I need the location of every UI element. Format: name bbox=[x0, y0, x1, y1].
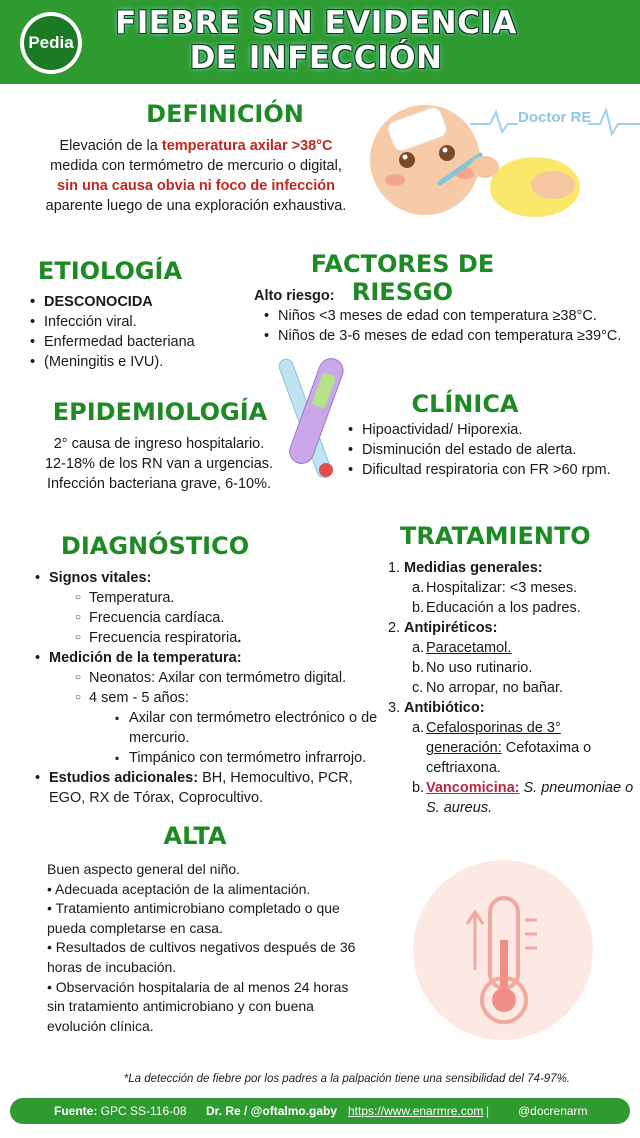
tratamiento-block: 1. Medidias generales: a. Hospitalizar: <3 meses. b. Educación a los padres. 2. Antipiréticos: a. Paracetamol. b. No uso rutinario. c. No arropar, no bañar. 3. Antibiótico: a. Cefalosporinas de 3° generación: Cefotaxima o ceftriaxona. b. Vancomicina: S. pneumoniae o S. aureus. bbox=[388, 560, 634, 816]
alta-text bbox=[47, 860, 365, 1036]
footer-handle: @docrenarm bbox=[518, 1104, 588, 1118]
diag-dot: . bbox=[237, 630, 242, 646]
footer-author: Dr. Re / @oftalmo.gaby bbox=[206, 1104, 338, 1118]
etiologia-item-cont: • (Meningitis e IVU). bbox=[30, 352, 250, 372]
feverish-baby-illustration bbox=[365, 105, 580, 220]
diag-estudios-label: Estudios adicionales: bbox=[49, 770, 199, 786]
etiologia-heading: ETIOLOGÍA bbox=[37, 257, 183, 285]
factores-block bbox=[254, 286, 640, 346]
trat-g3b-u: Vancomicina: bbox=[426, 780, 520, 796]
def-line3-highlight: sin una causa obvia ni foco de infección bbox=[57, 178, 335, 194]
trat-g3a-u: Cefalosporinas de 3° generación: bbox=[426, 720, 561, 756]
trat-g2b: No uso rutinario. bbox=[426, 660, 533, 676]
etiologia-item: • Infección viral. bbox=[30, 312, 250, 332]
diag-neonatos: ○ Neonatos: Axilar con termómetro digital. bbox=[75, 668, 380, 688]
trat-g2a: Paracetamol. bbox=[426, 640, 512, 656]
page-title: FIEBRE SIN EVIDENCIA DE INFECCIÓN bbox=[115, 5, 517, 76]
alta-line: • Tratamiento antimicrobiano completado o que pueda completarse en casa. bbox=[47, 900, 340, 936]
trat-g2c: No arropar, no bañar. bbox=[426, 680, 564, 696]
tratamiento-heading: TRATAMIENTO bbox=[400, 522, 591, 550]
diag-edad-item: ▪ Axilar con termómetro electrónico o de mercurio. bbox=[115, 708, 380, 748]
epi-line: Infección bacteriana grave, 6-10%. bbox=[46, 476, 272, 492]
def-line2: medida con termómetro de mercurio o digital, bbox=[50, 158, 342, 174]
trat-g2: Antipiréticos: bbox=[404, 620, 498, 636]
etiologia-item: • DESCONOCIDA bbox=[30, 292, 250, 312]
trat-g3b: S. pneumoniae o S. aureus. bbox=[426, 780, 634, 816]
etiologia-list bbox=[30, 292, 250, 372]
watermark-text: Doctor RE bbox=[518, 109, 592, 126]
epidemiologia-text bbox=[20, 434, 298, 494]
epi-line: 2° causa de ingreso hospitalario. bbox=[53, 436, 265, 452]
definicion-text bbox=[20, 136, 372, 216]
diagnostico-heading: DIAGNÓSTICO bbox=[60, 532, 250, 560]
trat-g3a: Cefotaxima o ceftriaxona. bbox=[426, 740, 592, 776]
factores-heading: FACTORES DE RIESGO bbox=[310, 250, 495, 306]
diag-signo-item: ○ Frecuencia cardíaca. bbox=[75, 608, 380, 628]
footer-url-link[interactable]: https://www.enarmre.com bbox=[348, 1104, 484, 1118]
diag-signo-item: ○ Temperatura. bbox=[75, 588, 380, 608]
diag-medicion-label: Medición de la temperatura: bbox=[49, 650, 242, 666]
alta-heading: ALTA bbox=[163, 822, 227, 850]
clinica-item: • Dificultad respiratoria con FR >60 rpm. bbox=[348, 460, 638, 480]
footer-separator: | bbox=[486, 1104, 490, 1118]
factores-sub: Alto riesgo: bbox=[254, 288, 335, 304]
diagnostico-block bbox=[35, 568, 380, 808]
thermometer-decoration-icon bbox=[413, 860, 593, 1040]
alta-line: • Adecuada aceptación de la alimentación. bbox=[47, 880, 311, 897]
footnote: *La detección de fiebre por los padres a la palpación tiene una sensibilidad del 74-97%. bbox=[123, 1073, 570, 1085]
logo-text: Pedia bbox=[24, 16, 78, 70]
def-temp-highlight: temperatura axilar >38°C bbox=[161, 138, 333, 154]
clinica-item: • Hipoactividad/ Hiporexia. bbox=[348, 420, 638, 440]
def-line1: Elevación de la bbox=[59, 138, 162, 154]
alta-line: Buen aspecto general del niño. bbox=[47, 861, 241, 877]
def-line4: aparente luego de una exploración exhaustiva. bbox=[45, 198, 347, 214]
factores-item: • Niños de 3-6 meses de edad con temperatura ≥39°C. bbox=[264, 326, 640, 346]
footer-fuente: Fuente: GPC SS-116-08 bbox=[54, 1104, 187, 1118]
trat-g3: Antibiótico: bbox=[404, 700, 485, 716]
trat-g1a: Hospitalizar: <3 meses. bbox=[426, 580, 578, 596]
epi-line: 12-18% de los RN van a urgencias. bbox=[44, 456, 274, 472]
diag-edad-item: ▪ Timpánico con termómetro infrarrojo. bbox=[115, 748, 380, 768]
footer-bar bbox=[10, 1098, 630, 1124]
alta-line: • Observación hospitalaria de al menos 24 horas sin tratamiento antimicrobiano y con buena evolución clínica. bbox=[47, 978, 349, 1034]
trat-g1b: Educación a los padres. bbox=[426, 600, 581, 616]
clinica-item: • Disminución del estado de alerta. bbox=[348, 440, 638, 460]
diag-estudios-text: BH, Hemocultivo, PCR, EGO, RX de Tórax, Coprocultivo. bbox=[49, 770, 353, 806]
definicion-heading: DEFINICIÓN bbox=[146, 100, 304, 128]
epidemiologia-heading: EPIDEMIOLOGÍA bbox=[52, 398, 268, 426]
diag-signos-label: Signos vitales: bbox=[49, 570, 152, 586]
alta-line: • Resultados de cultivos negativos después de 36 horas de incubación. bbox=[47, 939, 356, 975]
etiologia-item: • Enfermedad bacteriana bbox=[30, 332, 250, 352]
trat-g1: Medidias generales: bbox=[404, 560, 543, 576]
clinica-list bbox=[348, 420, 638, 480]
diag-signo-item: Frecuencia respiratoria bbox=[89, 630, 238, 646]
pedia-logo bbox=[20, 12, 82, 74]
clinica-heading: CLÍNICA bbox=[411, 390, 519, 418]
factores-item: • Niños <3 meses de edad con temperatura ≥38°C. bbox=[264, 306, 640, 326]
diag-edad: 4 sem - 5 años: bbox=[89, 690, 189, 706]
